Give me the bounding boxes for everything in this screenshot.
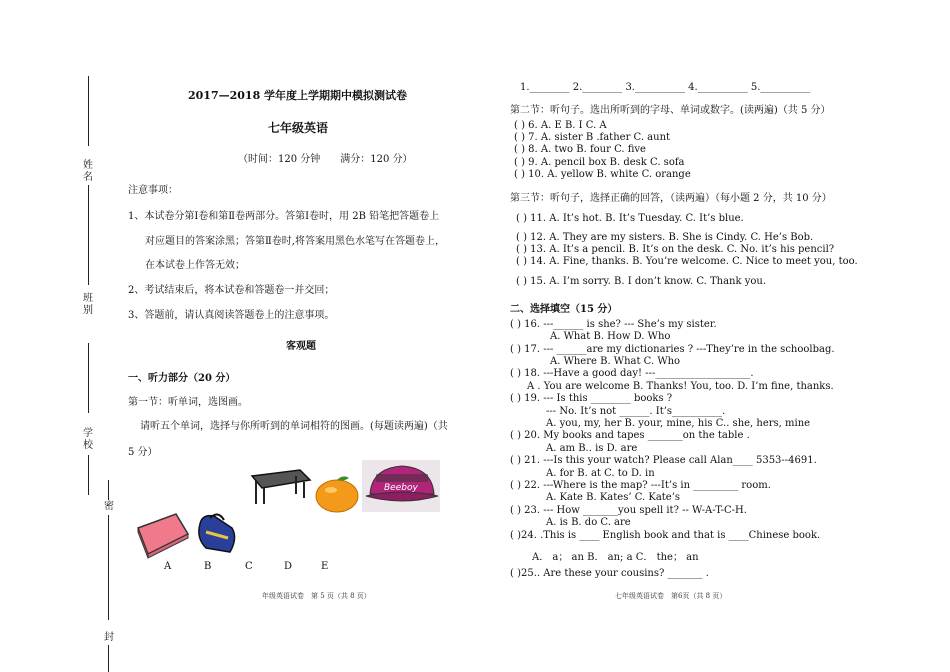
question-11: ( ) 11. A. It’s hot. B. It’s Tuesday. C. It’s blue. bbox=[516, 213, 744, 224]
margin-line bbox=[88, 455, 89, 495]
question-23: ( ) 23. --- How _______you spell it? -- W-A-T-C-H. bbox=[510, 505, 747, 516]
school-label: 学校 bbox=[83, 428, 93, 451]
exam-title: 2017—2018 学年度上学期期中模拟测试卷 bbox=[188, 89, 408, 102]
section2-heading: 第二节：听句子。选出所听到的字母、单词或数字。(读两遍)（共 5 分） bbox=[510, 105, 831, 116]
exam-subtitle: 七年级英语 bbox=[268, 121, 329, 135]
picture-letter-a: A bbox=[164, 561, 172, 572]
note-1-cont: 在本试卷上作答无效； bbox=[145, 260, 245, 271]
picture-letter-c: C bbox=[245, 561, 253, 572]
part1-heading: 一、听力部分（20 分） bbox=[128, 373, 236, 384]
question-21-options: A. for B. at C. to D. in bbox=[546, 468, 655, 479]
question-10: ( ) 10. A. yellow B. white C. orange bbox=[514, 169, 691, 180]
question-15: ( ) 15. A. I’m sorry. B. I don’t know. C. Thank you. bbox=[516, 276, 767, 287]
note-1-cont: 对应题目的答案涂黑；答第Ⅱ卷时,将答案用黑色水笔写在答题卷上， bbox=[145, 236, 445, 247]
note-1: 1、本试卷分第Ⅰ卷和第Ⅱ卷两部分。答第Ⅰ卷时，用 2B 铅笔把答题卷上 bbox=[128, 211, 440, 222]
answer-blanks: 1.________ 2.________ 3.__________ 4.__________ 5.__________ bbox=[520, 82, 811, 93]
question-14: ( ) 14. A. Fine, thanks. B. You’re welcome. C. Nice to meet you, too. bbox=[516, 256, 858, 267]
question-17: ( ) 17. --- ______are my dictionaries ? ---They’re in the schoolbag. bbox=[510, 344, 835, 355]
picture-letter-d: D bbox=[284, 561, 293, 572]
question-24: ( )24. .This is ____ English book and that is ____Chinese book. bbox=[510, 530, 821, 541]
question-20: ( ) 20. My books and tapes _______on the table . bbox=[510, 430, 750, 441]
question-23-options: A. is B. do C. are bbox=[546, 517, 631, 528]
question-19-options: A. you, my, her B. your, mine, his C.. she, hers, mine bbox=[546, 418, 811, 429]
picture-letter-e: E bbox=[321, 561, 329, 572]
margin-line bbox=[88, 76, 89, 146]
question-18-options: A . You are welcome B. Thanks! You, too. D. I’m fine, thanks. bbox=[527, 381, 834, 392]
seal-mark-top: 密 bbox=[104, 501, 114, 512]
question-12: ( ) 12. A. They are my sisters. B. She is Cindy. C. He’s Bob. bbox=[516, 232, 814, 243]
note-2: 2、考试结束后，将本试卷和答题卷一并交回； bbox=[128, 285, 335, 296]
question-21: ( ) 21. ---Is this your watch? Please call Alan____ 5353--4691. bbox=[510, 455, 817, 466]
question-19: ( ) 19. --- Is this ________ books ? bbox=[510, 393, 673, 404]
svg-text:Beeboy: Beeboy bbox=[384, 483, 418, 493]
seal-line bbox=[108, 515, 109, 620]
time-score: （时间：120 分钟 满分：120 分） bbox=[238, 154, 413, 165]
question-22-options: A. Kate B. Kates’ C. Kate’s bbox=[546, 492, 681, 503]
question-16: ( ) 16. ---______ is she? --- She’s my sister. bbox=[510, 319, 717, 330]
margin-line bbox=[88, 343, 89, 413]
backpack-picture bbox=[192, 508, 242, 558]
question-7: ( ) 7. A. sister B .father C. aunt bbox=[514, 132, 671, 143]
question-20-options: A. am B.. is D. are bbox=[546, 443, 638, 454]
question-17-options: A. Where B. What C. Who bbox=[550, 356, 681, 367]
notes-heading: 注意事项： bbox=[128, 185, 178, 196]
question-9: ( ) 9. A. pencil box B. desk C. sofa bbox=[514, 157, 685, 168]
cap-picture bbox=[362, 460, 440, 512]
note-3: 3、答题前，请认真阅读答题卷上的注意事项。 bbox=[128, 310, 335, 321]
pencil-case-picture bbox=[132, 508, 192, 560]
section3-heading: 第三节：听句子，选择正确的回答，（读两遍）（每小题 2 分，共 10 分） bbox=[510, 193, 832, 204]
question-16-options: A. What B. How D. Who bbox=[550, 331, 671, 342]
right-page-footer: 七年级英语试卷 第6页（共 8 页） bbox=[615, 592, 727, 600]
left-page-footer: 年级英语试卷 第 5 页（共 8 页） bbox=[262, 592, 371, 600]
question-22: ( ) 22. ---Where is the map? ---It’s in _________ room. bbox=[510, 480, 771, 491]
question-24-options: A． a； an B． an; a C． the； an bbox=[532, 552, 699, 563]
name-label: 姓名 bbox=[83, 160, 93, 183]
question-19-line2: --- No. It’s not ______. It’s__________. bbox=[546, 406, 726, 417]
margin-line bbox=[88, 185, 89, 285]
question-13: ( ) 13. A. It’s a pencil. B. It’s on the desk. C. No. it’s his pencil? bbox=[516, 244, 835, 255]
picture-letter-b: B bbox=[204, 561, 212, 572]
table-picture bbox=[248, 466, 312, 506]
orange-picture bbox=[313, 472, 361, 514]
seal-mark-bottom: 封 bbox=[104, 632, 114, 643]
objective-heading: 客观题 bbox=[286, 341, 316, 352]
question-8: ( ) 8. A. two B. four C. five bbox=[514, 144, 646, 155]
question-6: ( ) 6. A. E B. I C. A bbox=[514, 120, 607, 131]
question-18: ( ) 18. ---Have a good day! ---___________________. bbox=[510, 368, 754, 379]
section1-heading: 第一节：听单词，选图画。 bbox=[128, 397, 248, 408]
instructions-cont: 5 分） bbox=[128, 447, 158, 458]
class-label: 班别 bbox=[83, 293, 93, 316]
instructions: 请听五个单词，选择与你所听到的单词相符的图画。(每题读两遍)（共 bbox=[140, 421, 448, 432]
part2-heading: 二、选择填空（15 分） bbox=[510, 304, 618, 315]
seal-line bbox=[108, 645, 109, 672]
question-25: ( )25.. Are these your cousins? _______ . bbox=[510, 568, 709, 579]
